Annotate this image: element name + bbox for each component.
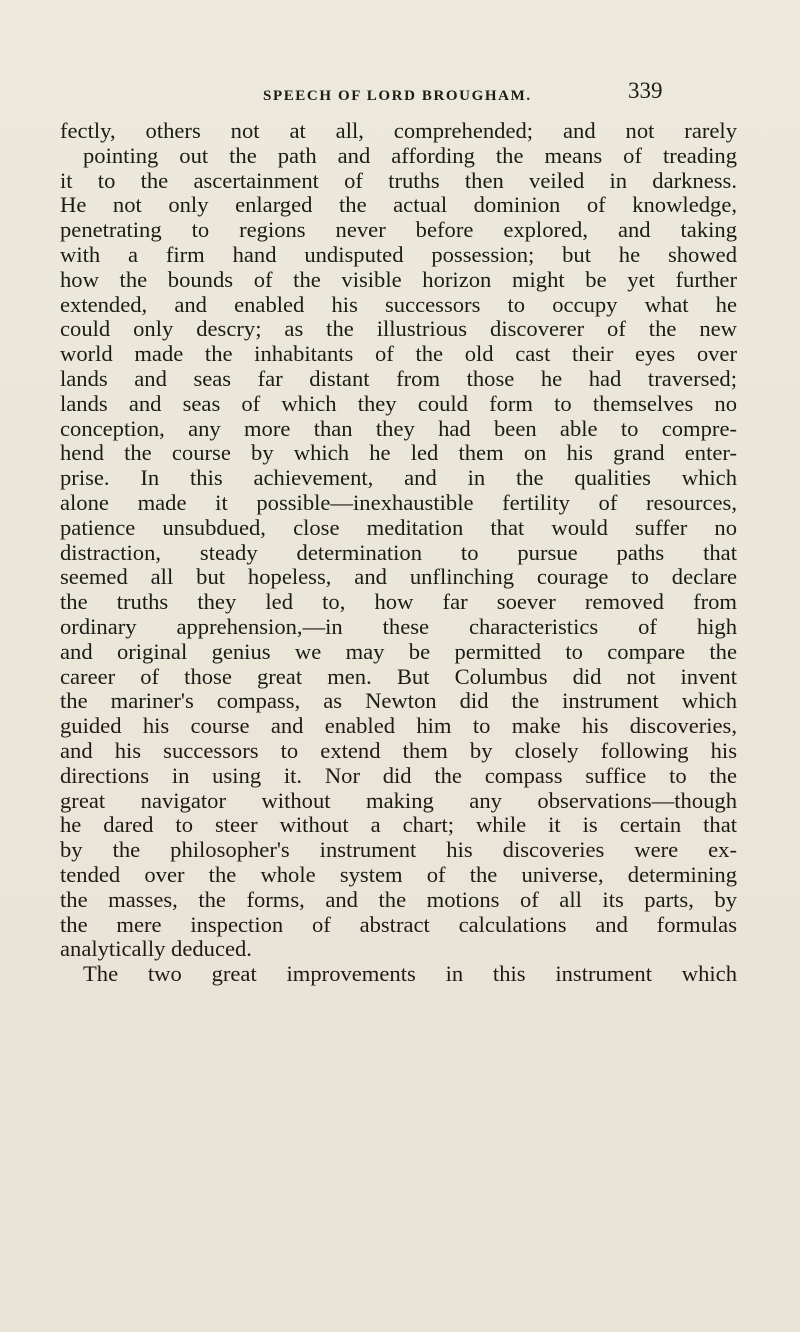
- text-line: guided his course and enabled him to make his discoveries,: [60, 713, 737, 739]
- text-line: with a firm hand undisputed possession; but he showed: [60, 242, 737, 267]
- text-line: the mariner's compass, as Newton did the instrument which: [60, 688, 737, 714]
- text-line: how the bounds of the visible horizon might be yet further: [60, 266, 737, 292]
- text-line: The two great improvements in this instrument which: [83, 961, 737, 987]
- text-line: directions in using it. Nor did the compass suffice to the: [60, 762, 737, 788]
- text-line: prise. In this achievement, and in the qualities which: [60, 465, 737, 491]
- text-line: could only descry; as the illustrious discoverer of the new: [60, 316, 737, 342]
- text-line: career of those great men. But Columbus did not invent: [60, 663, 737, 689]
- text-line: pointing out the path and affording the means of treading: [83, 142, 737, 168]
- text-line: penetrating to regions never before explored, and taking: [60, 217, 737, 243]
- text-line: the masses, the forms, and the motions of all its parts, by: [60, 886, 737, 912]
- text-line: He not only enlarged the actual dominion of knowledge,: [60, 192, 737, 218]
- text-line: world made the inhabitants of the old cast their eyes over: [60, 341, 737, 367]
- text-line: ordinary apprehension,—in these characteristics of high: [60, 614, 737, 639]
- text-line: hend the course by which he led them on his grand enter-: [60, 440, 737, 466]
- text-line: fectly, others not at all, comprehended; and not rarely: [60, 118, 737, 143]
- text-line: the truths they led to, how far soever removed from: [60, 589, 737, 615]
- page-number: 339: [628, 78, 663, 103]
- text-line: tended over the whole system of the universe, determining: [60, 862, 737, 887]
- text-line: it to the ascertainment of truths then veiled in darkness.: [60, 167, 737, 193]
- text-line: he dared to steer without a chart; while it is certain that: [60, 812, 737, 838]
- text-line: patience unsubdued, close meditation that would suffer no: [60, 514, 737, 540]
- text-line: great navigator without making any observations—though: [60, 787, 737, 813]
- text-line: analytically deduced.: [60, 936, 252, 962]
- text-line: and original genius we may be permitted to compare the: [60, 638, 737, 664]
- text-line: conception, any more than they had been able to compre-: [60, 415, 737, 441]
- page-header: [0, 78, 800, 108]
- text-line: lands and seas far distant from those he had traversed;: [60, 366, 737, 391]
- text-line: distraction, steady determination to pursue paths that: [60, 539, 737, 565]
- running-head: SPEECH OF LORD BROUGHAM.: [263, 88, 532, 104]
- text-line: alone made it possible—inexhaustible fertility of resources,: [60, 490, 737, 515]
- text-line: the mere inspection of abstract calculations and formulas: [60, 911, 737, 937]
- text-line: seemed all but hopeless, and unflinching courage to declare: [60, 564, 737, 590]
- text-line: extended, and enabled his successors to occupy what he: [60, 291, 737, 317]
- text-line: by the philosopher's instrument his discoveries were ex-: [60, 837, 737, 863]
- text-line: and his successors to extend them by closely following his: [60, 738, 737, 763]
- text-line: lands and seas of which they could form to themselves no: [60, 390, 737, 416]
